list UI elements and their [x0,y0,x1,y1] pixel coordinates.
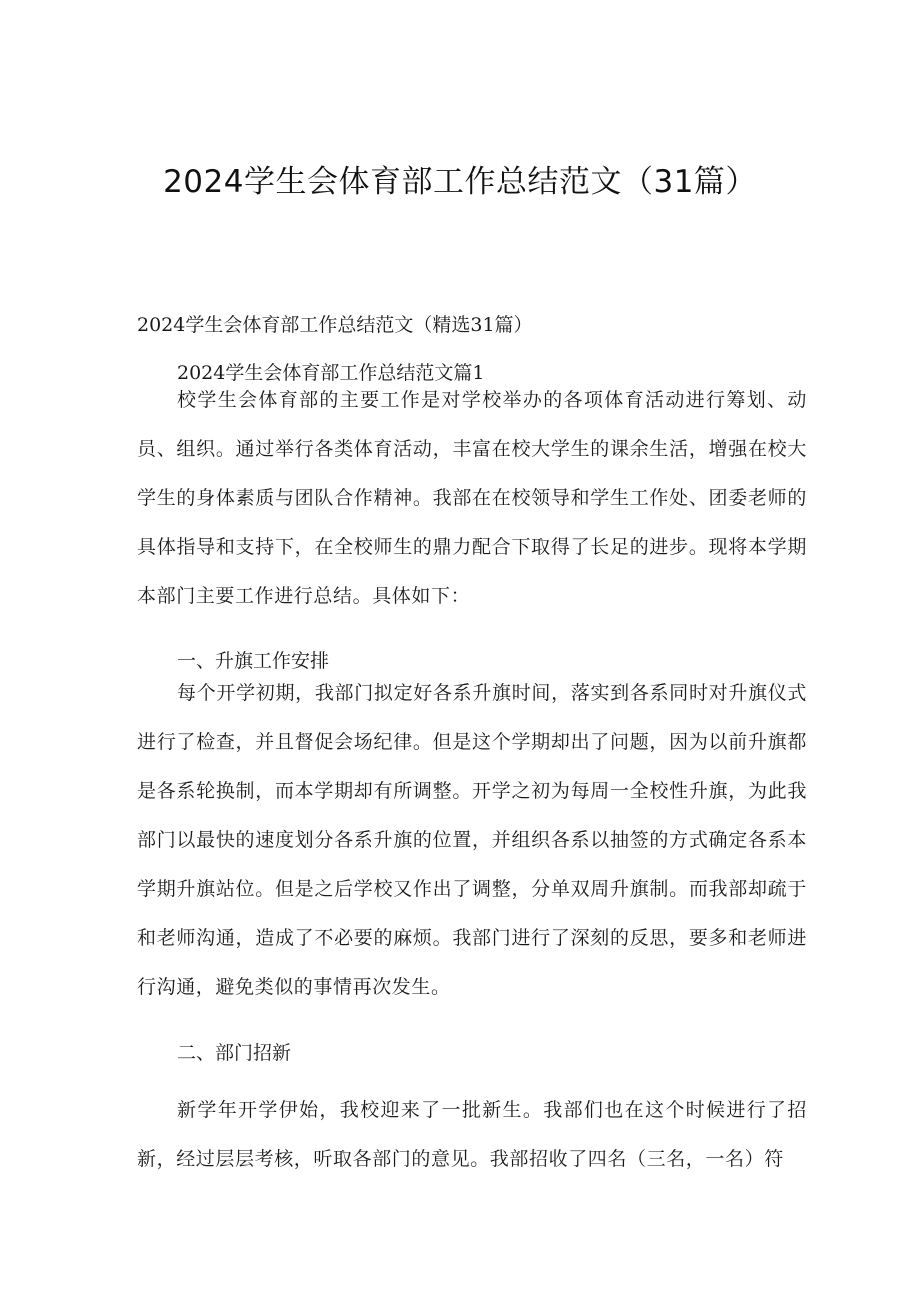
piece-heading: 2024学生会体育部工作总结范文篇1 [177,362,485,384]
document-subtitle: 2024学生会体育部工作总结范文（精选31篇） [137,314,533,336]
section-heading-flag-raising: 一、升旗工作安排 [177,650,330,672]
document-title: 2024学生会体育部工作总结范文（31篇） [163,164,757,200]
paragraph-intro: 校学生会体育部的主要工作是对学校举办的各项体育活动进行筹划、动员、组织。通过举行各类体育活动，丰富在校大学生的课余生活，增强在校大学生的身体素质与团队合作精神。我部在在校领导和学生工作处、团委老师的具体指导和支持下，在全校师生的鼎力配合下取得了长足的进步。现将本学期本部门主要工作进行总结。具体如下： [137,389,807,607]
section-heading-recruitment: 二、部门招新 [177,1042,292,1064]
paragraph-recruitment: 新学年开学伊始，我校迎来了一批新生。我部们也在这个时候进行了招新，经过层层考核，听取各部门的意见。我部招收了四名（三名，一名）符 [137,1099,807,1170]
paragraph-flag-raising: 每个开学初期，我部门拟定好各系升旗时间，落实到各系同时对升旗仪式进行了检查，并且督促会场纪律。但是这个学期却出了问题，因为以前升旗都是各系轮换制，而本学期却有所调整。开学之初为每周一全校性升旗，为此我部门以最快的速度划分各系升旗的位置，并组织各系以抽签的方式确定各系本学期升旗站位。但是之后学校又作出了调整，分单双周升旗制。而我部却疏于和老师沟通，造成了不必要的麻烦。我部门进行了深刻的反思，要多和老师进行沟通，避免类似的事情再次发生。 [137,682,807,998]
